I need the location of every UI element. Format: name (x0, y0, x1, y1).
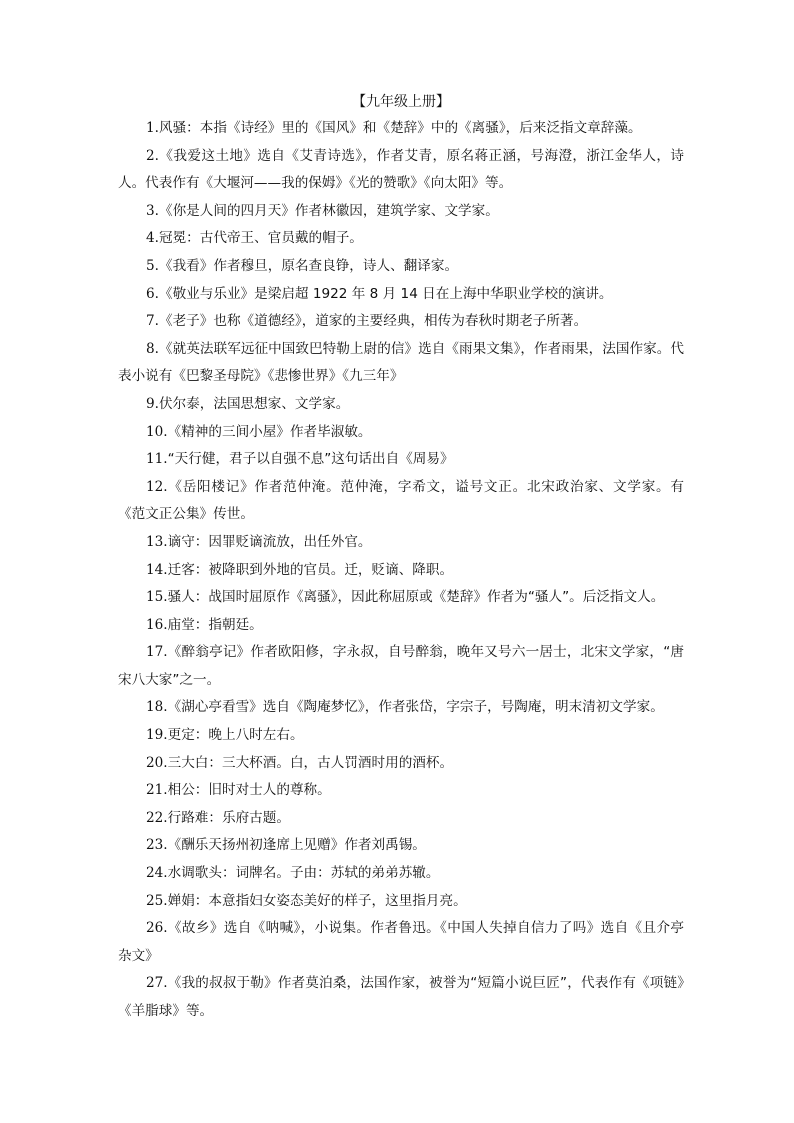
item-number: 3. (146, 202, 159, 219)
list-item (118, 915, 684, 970)
item-text: 《故乡》选自《呐喊》，小说集。作者鲁迅。《中国人失掉自信力了吗》选自《且介亭杂文》 (118, 920, 684, 964)
item-text: 水调歌头：词牌名。子由：苏轼的弟弟苏辙。 (167, 865, 440, 882)
item-text: 《就英法联军远征中国致巴特勒上尉的信》选自《雨果文集》，作者雨果，法国作家。代表小说有《巴黎圣母院》《悲惨世界》《九三年》 (118, 340, 684, 385)
list-item (118, 612, 684, 640)
item-text: 行路难：乐府古题。 (167, 809, 290, 826)
item-number: 11. (146, 451, 168, 468)
item-number: 8. (146, 340, 159, 357)
list-item (118, 888, 684, 916)
item-text: 《老子》也称《道德经》，道家的主要经典，相传为春秋时期老子所著。 (158, 313, 588, 330)
item-number: 18. (146, 699, 168, 716)
item-number: 25. (146, 892, 168, 909)
list-item (118, 970, 684, 1025)
list-item (118, 336, 684, 391)
list-item (118, 253, 684, 281)
list-item (118, 419, 684, 447)
item-number: 22. (146, 809, 168, 826)
list-item (118, 281, 684, 309)
item-text: 三大白：三大杯酒。白，古人罚酒时用的酒杯。 (167, 754, 454, 771)
item-number: 7. (146, 313, 159, 330)
item-number: 20. (146, 754, 168, 771)
list-item (118, 529, 684, 557)
item-number: 15. (146, 589, 168, 606)
item-text: 《我爱这土地》选自《艾青诗选》，作者艾青，原名蒋正涵，号海澄，浙江金华人，诗人。代表作有《大堰河——我的保姆》《光的赞歌》《向太阳》等。 (118, 147, 684, 192)
item-number: 26. (146, 920, 168, 937)
item-number: 27. (146, 975, 168, 992)
list-item (118, 115, 684, 143)
item-number: 23. (146, 837, 168, 854)
item-number: 14. (146, 561, 168, 578)
item-text: 冠冕：古代帝王、官员戴的帽子。 (158, 230, 363, 247)
item-number: 21. (146, 782, 168, 799)
item-text: 骚人：战国时屈原作《离骚》，因此称屈原或《楚辞》作者为“骚人”。后泛指文人。 (167, 589, 665, 606)
item-number: 4. (146, 230, 159, 247)
item-number: 1. (146, 120, 159, 136)
list-item (118, 446, 684, 474)
item-text: 谪守：因罪贬谪流放，出任外官。 (167, 533, 372, 550)
item-text: 风骚：本指《诗经》里的《国风》和《楚辞》中的《离骚》，后来泛指文章辞藻。 (158, 120, 642, 136)
list-item (118, 832, 684, 860)
item-text: 婵娟：本意指妇女姿态美好的样子，这里指月亮。 (167, 892, 467, 909)
item-number: 9. (146, 395, 159, 412)
item-text: 《湖心亭看雪》选自《陶庵梦忆》，作者张岱，字宗子，号陶庵，明末清初文学家。 (167, 699, 664, 716)
item-text: 《我的叔叔于勒》作者莫泊桑，法国作家，被誉为“短篇小说巨匠”，代表作有《项链》《羊脂球》等。 (118, 975, 684, 1019)
item-number: 5. (146, 257, 159, 274)
list-item (118, 639, 684, 694)
item-number: 24. (146, 865, 168, 882)
list-item (118, 805, 684, 833)
list-item (118, 308, 684, 336)
item-text: 《你是人间的四月天》作者林徽因，建筑学家、文学家。 (158, 202, 499, 219)
item-text: 庙堂：指朝廷。 (167, 616, 263, 633)
item-text: 伏尔泰，法国思想家、文学家。 (158, 395, 350, 412)
list-item (118, 557, 684, 585)
item-text: 《酬乐天扬州初逢席上见赠》作者刘禹锡。 (167, 837, 426, 854)
item-text: 《我看》作者穆旦，原名查良铮，诗人、翻译家。 (158, 257, 459, 274)
item-number: 16. (146, 616, 168, 633)
document-page (118, 93, 684, 1026)
list-item (118, 694, 684, 722)
list-item (118, 391, 684, 419)
item-text: 更定：晚上八时左右。 (167, 727, 304, 744)
item-number: 17. (146, 644, 168, 661)
item-text: 《精神的三间小屋》作者毕淑敏。 (167, 423, 372, 440)
list-item (118, 860, 684, 888)
item-text: 相公：旧时对士人的尊称。 (167, 782, 331, 799)
item-text: 《敬业与乐业》是梁启超 1922 年 8 月 14 日在上海中华职业学校的演讲。 (158, 285, 613, 302)
list-item (118, 777, 684, 805)
item-text: 《醉翁亭记》作者欧阳修，字永叔，自号醉翁，晚年又号六一居士，北宋文学家，“唐宋八大家”之一。 (118, 644, 684, 688)
item-number: 12. (146, 478, 168, 495)
list-item (118, 225, 684, 253)
list-item (118, 474, 684, 529)
item-number: 13. (146, 533, 168, 550)
list-item (118, 198, 684, 226)
page-title: 【九年级上册】 (352, 94, 450, 110)
item-number: 6. (146, 285, 159, 302)
entry-list (118, 115, 684, 1026)
list-item (118, 584, 684, 612)
list-item (118, 722, 684, 750)
item-text: 迁客：被降职到外地的官员。迁，贬谪、降职。 (167, 561, 454, 578)
item-text: 《岳阳楼记》作者范仲淹。范仲淹，字希文，谥号文正。北宋政治家、文学家。有《范文正公集》传世。 (118, 478, 684, 523)
item-number: 19. (146, 727, 168, 744)
item-number: 10. (146, 423, 168, 440)
item-number: 2. (146, 147, 159, 164)
item-text: “天行健，君子以自强不息”这句话出自《周易》 (167, 451, 454, 468)
list-item (118, 750, 684, 778)
list-item (118, 143, 684, 198)
